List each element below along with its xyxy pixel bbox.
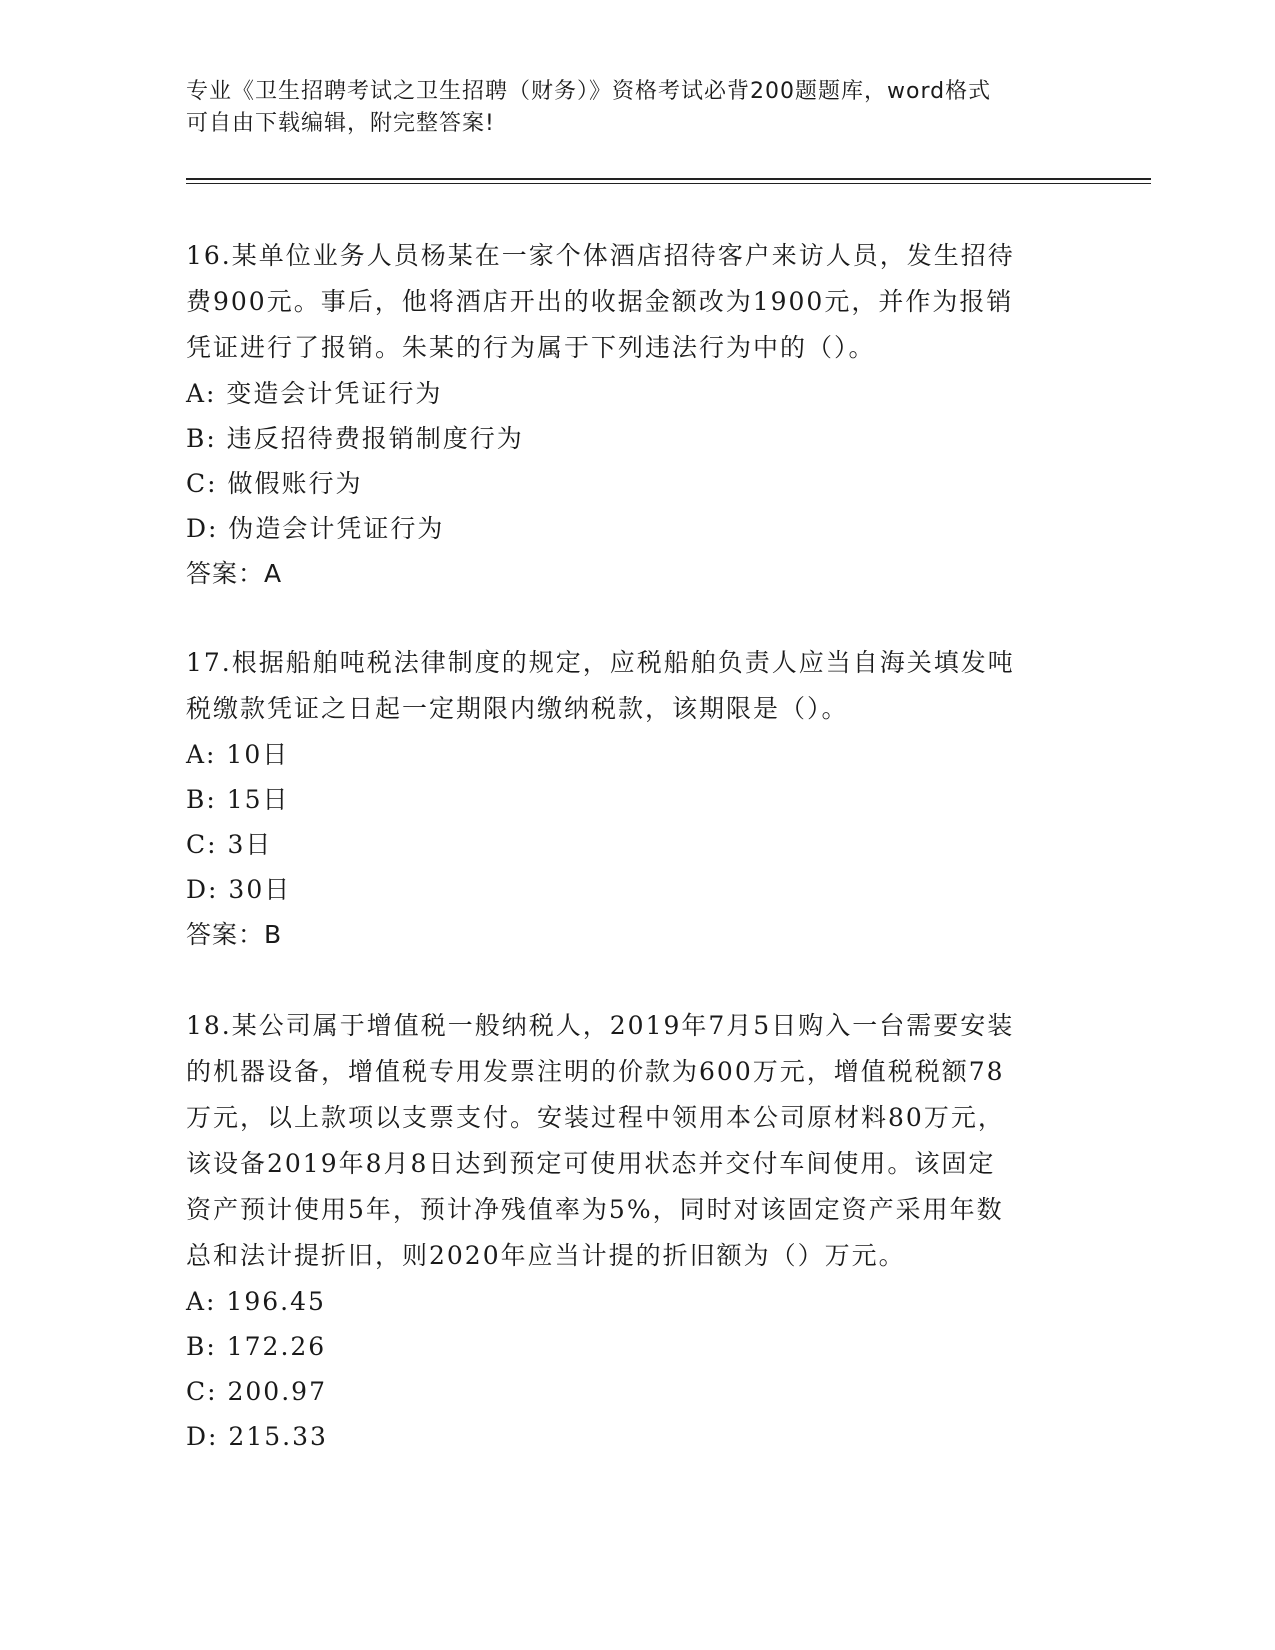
document-header	[186, 76, 1076, 140]
option-c: C: 200.97	[186, 1377, 327, 1406]
question-line: 总和法计提折旧，则2020年应当计提的折旧额为（）万元。	[186, 1241, 906, 1270]
option-a: A: 变造会计凭证行为	[186, 379, 443, 408]
question-18	[186, 1003, 1086, 1459]
question-line: 税缴款凭证之日起一定期限内缴纳税款，该期限是（）。	[186, 694, 849, 723]
option-b: B: 违反招待费报销制度行为	[186, 424, 524, 453]
question-line: 该设备2019年8月8日达到预定可使用状态并交付车间使用。该固定	[186, 1149, 996, 1178]
option-d: D: 伪造会计凭证行为	[186, 514, 445, 543]
answer-label: 答案：B	[186, 920, 283, 949]
question-line: 费900元。事后，他将酒店开出的收据金额改为1900元，并作为报销	[186, 287, 1014, 316]
option-c: C: 做假账行为	[186, 469, 363, 498]
question-line: 17.根据船舶吨税法律制度的规定，应税船舶负责人应当自海关填发吨	[186, 648, 1015, 677]
question-line: 的机器设备，增值税专用发票注明的价款为600万元，增值税税额78	[186, 1057, 1005, 1086]
question-stem	[186, 1003, 1086, 1279]
header-divider-thin	[186, 183, 1151, 184]
option-c: C: 3日	[186, 830, 273, 859]
question-line: 18.某公司属于增值税一般纳税人，2019年7月5日购入一台需要安装	[186, 1011, 1015, 1040]
option-d: D: 215.33	[186, 1422, 328, 1451]
option-b: B: 172.26	[186, 1332, 327, 1361]
question-line: 资产预计使用5年，预计净残值率为5%，同时对该固定资产采用年数	[186, 1195, 1004, 1224]
option-a: A: 10日	[186, 740, 290, 769]
header-divider-thick	[186, 178, 1151, 180]
header-line-2: 可自由下载编辑，附完整答案!	[186, 111, 495, 136]
question-17	[186, 640, 1086, 957]
question-16	[186, 233, 1086, 596]
question-line: 凭证进行了报销。朱某的行为属于下列违法行为中的（）。	[186, 333, 876, 362]
header-line-1: 专业《卫生招聘考试之卫生招聘（财务）》资格考试必背200题题库，word格式	[186, 79, 992, 104]
answer-label: 答案：A	[186, 559, 283, 588]
question-line: 万元，以上款项以支票支付。安装过程中领用本公司原材料80万元，	[186, 1103, 1005, 1132]
question-stem	[186, 640, 1086, 732]
question-line: 16.某单位业务人员杨某在一家个体酒店招待客户来访人员，发生招待	[186, 241, 1015, 270]
option-b: B: 15日	[186, 785, 290, 814]
question-stem	[186, 233, 1086, 371]
option-d: D: 30日	[186, 875, 292, 904]
option-a: A: 196.45	[186, 1287, 326, 1316]
